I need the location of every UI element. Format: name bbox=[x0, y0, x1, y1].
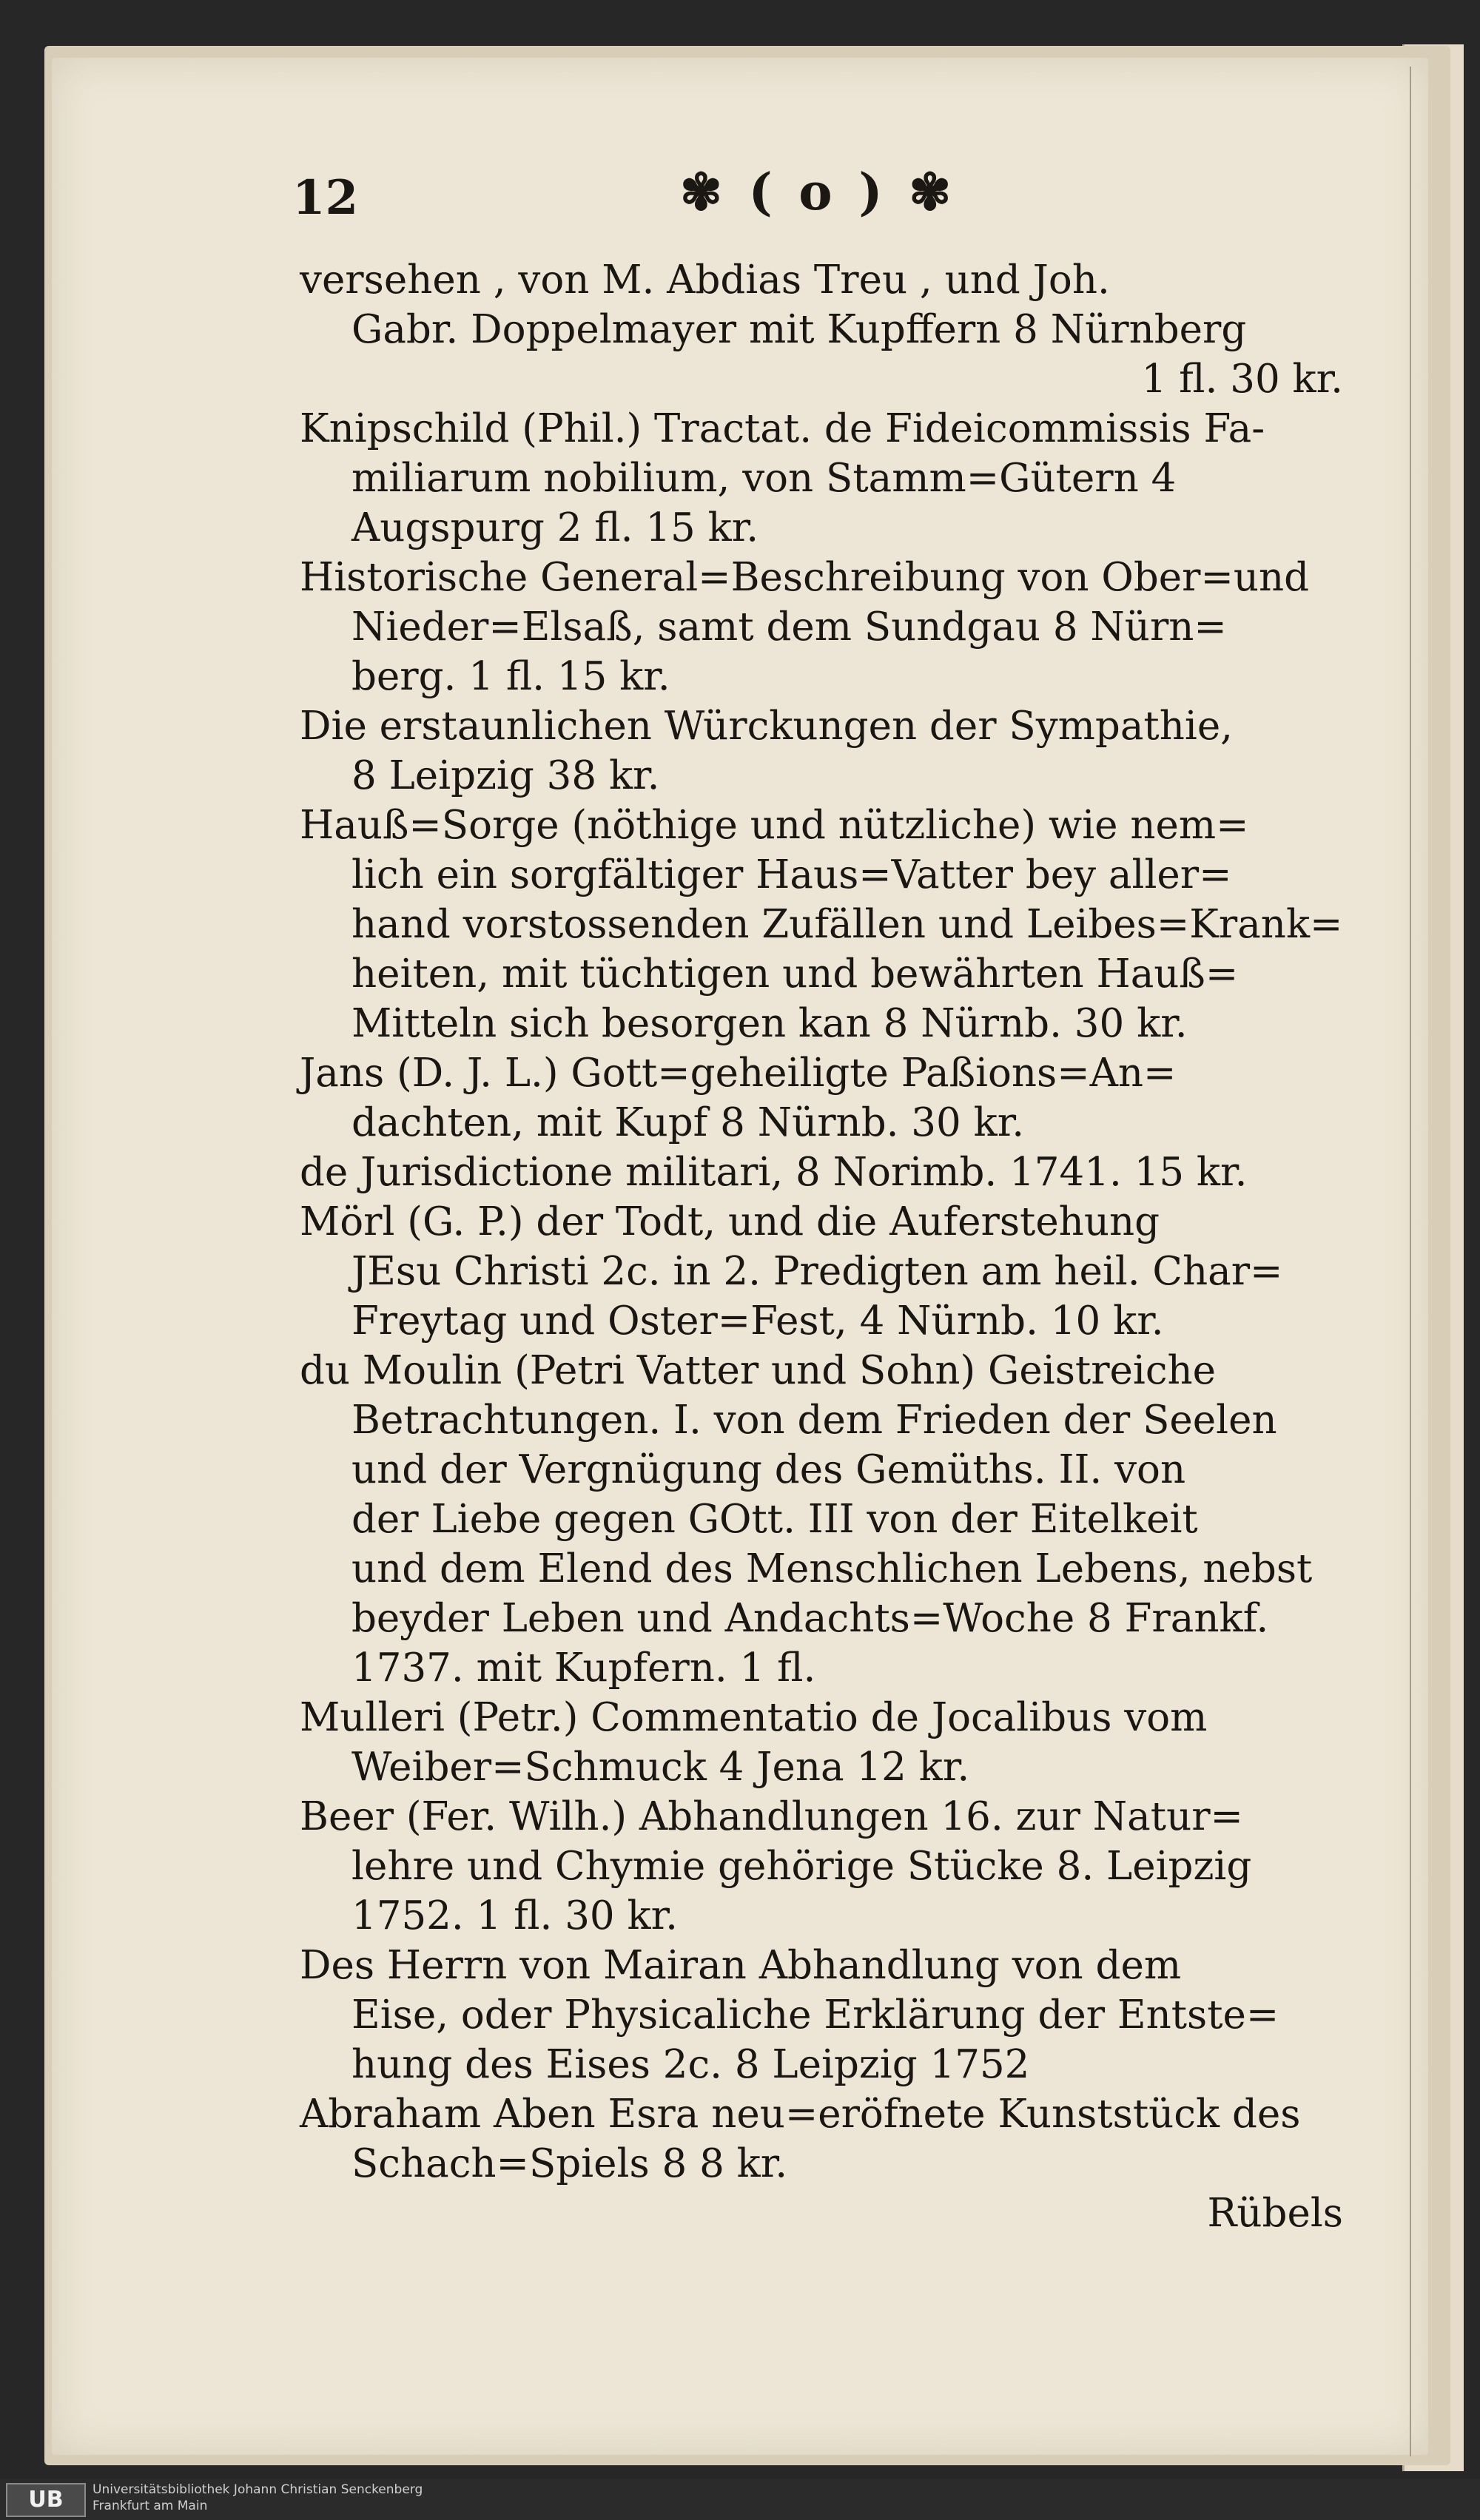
entry-line: Eise, oder Physicaliche Erklärung der Entste= bbox=[352, 1992, 1279, 2038]
entry-line: lehre und Chymie gehörige Stücke 8. Leipzig bbox=[352, 1844, 1252, 1889]
catalog-entry bbox=[300, 1048, 1350, 1148]
entry-line: Abraham Aben Esra neu=eröfnete Kunststück des bbox=[300, 2092, 1301, 2137]
entry-line: Jans (D. J. L.) Gott=geheiligte Paßions=An= bbox=[300, 1051, 1177, 1096]
entry-line: Mörl (G. P.) der Todt, und die Auferstehung bbox=[300, 1199, 1160, 1244]
catchword: Rübels bbox=[1207, 2191, 1343, 2236]
entry-line: de Jurisdictione militari, 8 Norimb. 1741. 15 kr. bbox=[300, 1150, 1248, 1195]
catalog-entry bbox=[300, 1792, 1350, 1941]
footer-city: Frankfurt am Main bbox=[92, 2499, 208, 2513]
entry-line: Knipschild (Phil.) Tractat. de Fideicommissis Fa- bbox=[300, 406, 1265, 451]
entry-line: Schach=Spiels 8 8 kr. bbox=[352, 2141, 788, 2186]
catalog-body bbox=[300, 255, 1350, 2238]
entry-line: Nieder=Elsaß, samt dem Sundgau 8 Nürn= bbox=[352, 604, 1227, 650]
entry-line: 8 Leipzig 38 kr. bbox=[352, 753, 660, 798]
page-header bbox=[292, 163, 1328, 237]
entry-line: lich ein sorgfältiger Haus=Vatter bey aller= bbox=[352, 852, 1232, 897]
entry-line: und der Vergnügung des Gemüths. II. von bbox=[352, 1447, 1186, 1492]
footer-institution: Universitätsbibliothek Johann Christian Senckenberg bbox=[92, 2482, 423, 2497]
header-ornament: ✾ ( o ) ✾ bbox=[679, 163, 956, 222]
catalog-entry bbox=[300, 801, 1350, 1048]
page-gutter bbox=[1410, 67, 1411, 2456]
entry-line: Augspurg 2 fl. 15 kr. bbox=[352, 505, 759, 550]
entry-line: du Moulin (Petri Vatter und Sohn) Geistreiche bbox=[300, 1348, 1217, 1393]
catalog-entry bbox=[300, 255, 1350, 404]
entry-line: berg. 1 fl. 15 kr. bbox=[352, 654, 670, 699]
entry-line: JEsu Christi 2c. in 2. Predigten am heil. Char= bbox=[352, 1249, 1283, 1294]
entry-line: 1737. mit Kupfern. 1 fl. bbox=[352, 1645, 816, 1691]
entry-line: Des Herrn von Mairan Abhandlung von dem bbox=[300, 1943, 1182, 1988]
entry-line: Gabr. Doppelmayer mit Kupffern 8 Nürnberg bbox=[352, 307, 1247, 352]
entry-line: Die erstaunlichen Würckungen der Sympathie, bbox=[300, 704, 1234, 749]
entry-line: und dem Elend des Menschlichen Lebens, nebst bbox=[352, 1546, 1313, 1591]
entry-line: 1752. 1 fl. 30 kr. bbox=[352, 1893, 678, 1938]
footer-text bbox=[92, 2482, 423, 2514]
entry-line: Beer (Fer. Wilh.) Abhandlungen 16. zur Natur= bbox=[300, 1794, 1243, 1839]
catalog-entry bbox=[300, 1197, 1350, 1346]
catalog-entry bbox=[300, 553, 1350, 701]
entry-line: versehen , von M. Abdias Treu , und Joh. bbox=[300, 257, 1110, 303]
entry-line: Hauß=Sorge (nöthige und nützliche) wie nem= bbox=[300, 803, 1249, 848]
entry-line: Weiber=Schmuck 4 Jena 12 kr. bbox=[352, 1745, 970, 1790]
entry-line: heiten, mit tüchtigen und bewährten Hauß= bbox=[352, 951, 1239, 997]
footer-bar bbox=[0, 2479, 1480, 2520]
page-number: 12 bbox=[292, 170, 359, 226]
entry-line: dachten, mit Kupf 8 Nürnb. 30 kr. bbox=[352, 1100, 1025, 1145]
entry-line: Historische General=Beschreibung von Ober=und bbox=[300, 555, 1310, 600]
catalog-entry bbox=[300, 1693, 1350, 1792]
entry-line: Freytag und Oster=Fest, 4 Nürnb. 10 kr. bbox=[352, 1298, 1164, 1344]
entry-line: Mitteln sich besorgen kan 8 Nürnb. 30 kr. bbox=[352, 1001, 1188, 1046]
catalog-entry bbox=[300, 1346, 1350, 1693]
entry-line: 1 fl. 30 kr. bbox=[1141, 357, 1343, 402]
catalog-entry bbox=[300, 1941, 1350, 2089]
entry-line: Betrachtungen. I. von dem Frieden der Seelen bbox=[352, 1398, 1277, 1443]
entry-line: hand vorstossenden Zufällen und Leibes=Krank= bbox=[352, 902, 1343, 947]
ub-logo: UB bbox=[6, 2483, 86, 2517]
entry-line: beyder Leben und Andachts=Woche 8 Frankf. bbox=[352, 1596, 1269, 1641]
catalog-entry bbox=[300, 701, 1350, 801]
catalog-entry bbox=[300, 404, 1350, 553]
catalog-entry bbox=[300, 2089, 1350, 2189]
entry-line: miliarum nobilium, von Stamm=Gütern 4 bbox=[352, 456, 1177, 501]
catalog-entry bbox=[300, 1148, 1350, 1197]
entry-line: der Liebe gegen GOtt. III von der Eitelkeit bbox=[352, 1497, 1198, 1542]
entry-line: hung des Eises 2c. 8 Leipzig 1752 bbox=[352, 2042, 1030, 2087]
entry-line: Mulleri (Petr.) Commentatio de Jocalibus vom bbox=[300, 1695, 1208, 1740]
